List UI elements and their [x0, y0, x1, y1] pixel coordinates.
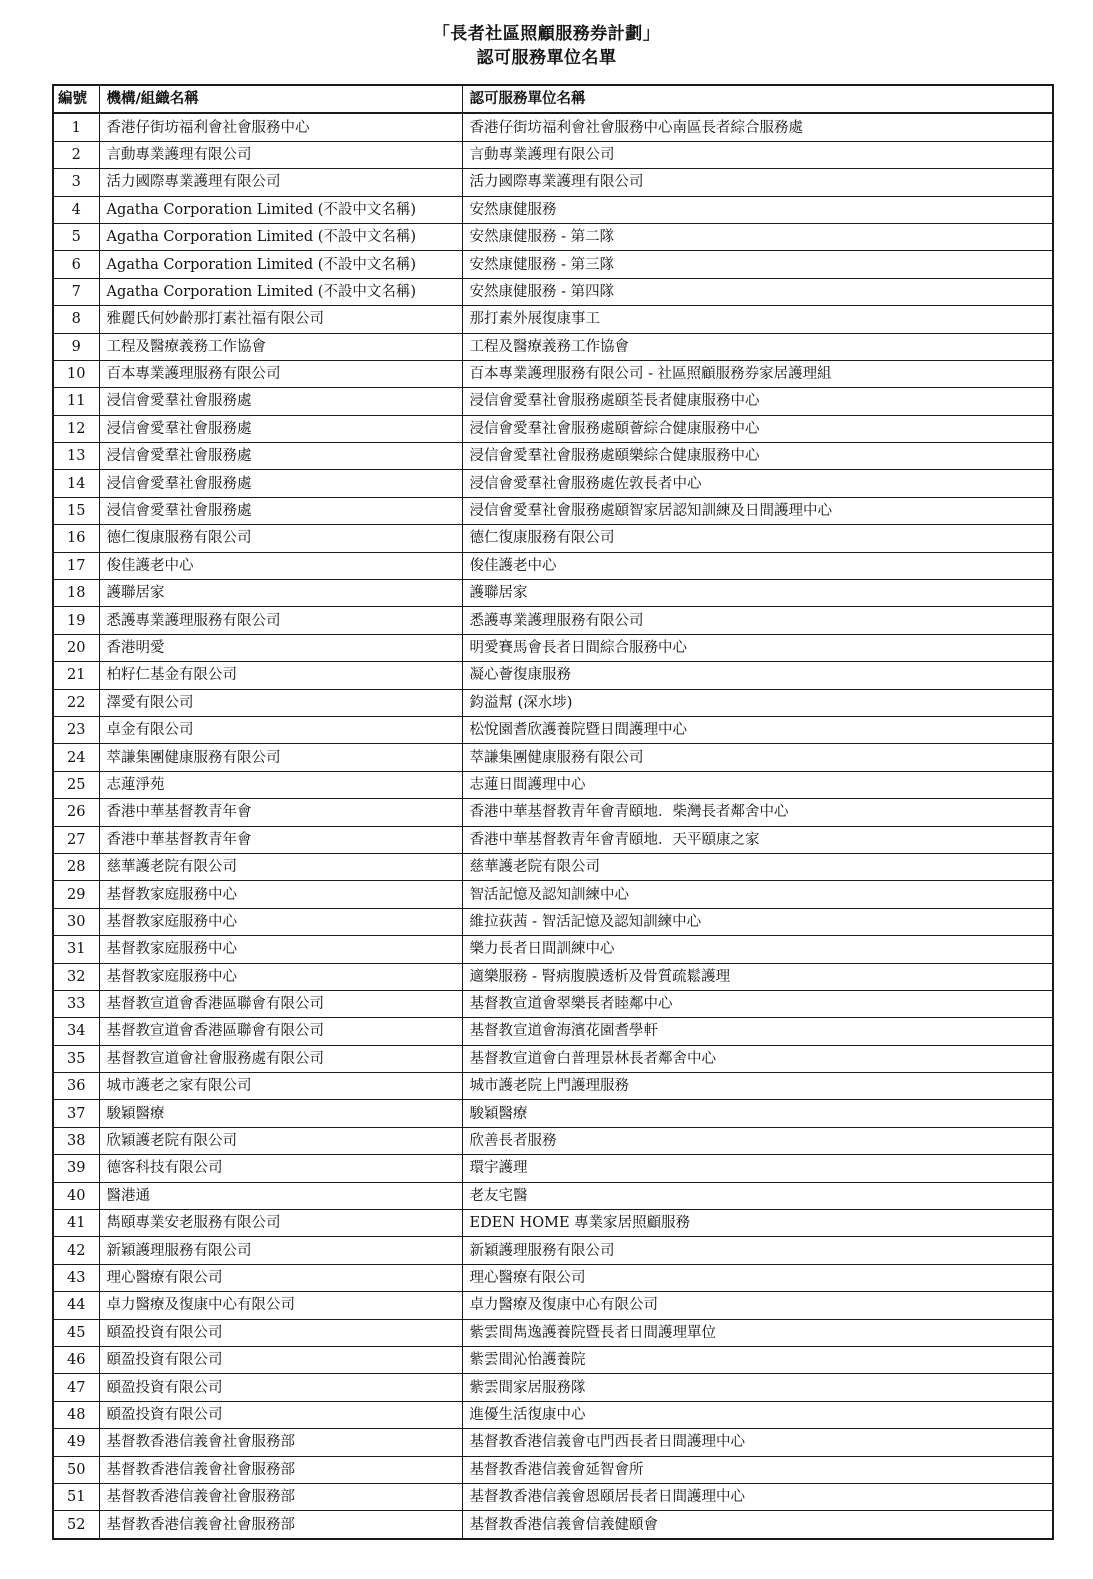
service-units-table	[52, 84, 1054, 1540]
table-row	[53, 908, 1053, 935]
organization-name: 頤盈投資有限公司	[99, 1401, 462, 1428]
organization-name: 言動專業護理有限公司	[99, 141, 462, 168]
organization-name: 欣穎護老院有限公司	[99, 1127, 462, 1154]
table-row	[53, 360, 1053, 387]
organization-name: 工程及醫療義務工作協會	[99, 333, 462, 360]
organization-name: 卓金有限公司	[99, 716, 462, 743]
table-row	[53, 470, 1053, 497]
row-number: 12	[53, 415, 99, 442]
row-number: 51	[53, 1483, 99, 1510]
service-unit-name: 新穎護理服務有限公司	[462, 1237, 1053, 1264]
service-unit-name: 適樂服務 - 腎病腹膜透析及骨質疏鬆護理	[462, 963, 1053, 990]
organization-name: 雋頤專業安老服務有限公司	[99, 1210, 462, 1237]
table-row	[53, 771, 1053, 798]
organization-name: 慈華護老院有限公司	[99, 853, 462, 880]
table-row	[53, 1100, 1053, 1127]
row-number: 18	[53, 580, 99, 607]
service-unit-name: 環宇護理	[462, 1155, 1053, 1182]
service-unit-name: 百本專業護理服務有限公司 - 社區照顧服務券家居護理組	[462, 360, 1053, 387]
organization-name: 萃謙集團健康服務有限公司	[99, 744, 462, 771]
service-unit-name: 基督教香港信義會屯門西長者日間護理中心	[462, 1429, 1053, 1456]
table-row	[53, 1483, 1053, 1510]
organization-name: 浸信會愛羣社會服務處	[99, 497, 462, 524]
row-number: 41	[53, 1210, 99, 1237]
service-unit-name: 安然康健服務 - 第四隊	[462, 278, 1053, 305]
table-row	[53, 1182, 1053, 1209]
service-unit-name: 安然康健服務 - 第二隊	[462, 223, 1053, 250]
organization-name: 卓力醫療及復康中心有限公司	[99, 1292, 462, 1319]
organization-name: 城市護老之家有限公司	[99, 1073, 462, 1100]
document-title	[0, 22, 1093, 70]
row-number: 25	[53, 771, 99, 798]
table-row	[53, 1127, 1053, 1154]
row-number: 43	[53, 1264, 99, 1291]
table-row	[53, 744, 1053, 771]
row-number: 40	[53, 1182, 99, 1209]
table-row	[53, 196, 1053, 223]
organization-name: 德仁復康服務有限公司	[99, 525, 462, 552]
table-row	[53, 1456, 1053, 1483]
service-unit-name: 浸信會愛羣社會服務處頤薈綜合健康服務中心	[462, 415, 1053, 442]
table-row	[53, 223, 1053, 250]
organization-name: 頤盈投資有限公司	[99, 1319, 462, 1346]
row-number: 44	[53, 1292, 99, 1319]
service-unit-name: 言動專業護理有限公司	[462, 141, 1053, 168]
organization-name: 護聯居家	[99, 580, 462, 607]
organization-name: Agatha Corporation Limited (不設中文名稱)	[99, 278, 462, 305]
organization-name: 醫港通	[99, 1182, 462, 1209]
table-row	[53, 662, 1053, 689]
table-row	[53, 799, 1053, 826]
service-unit-name: 基督教宣道會海濱花園耆學軒	[462, 1018, 1053, 1045]
service-unit-name: 紫雲間家居服務隊	[462, 1374, 1053, 1401]
row-number: 3	[53, 169, 99, 196]
organization-name: 基督教香港信義會社會服務部	[99, 1456, 462, 1483]
organization-name: 香港中華基督教青年會	[99, 826, 462, 853]
row-number: 34	[53, 1018, 99, 1045]
row-number: 48	[53, 1401, 99, 1428]
organization-name: 基督教家庭服務中心	[99, 908, 462, 935]
service-unit-name: 理心醫療有限公司	[462, 1264, 1053, 1291]
service-unit-name: 基督教宣道會白普理景林長者鄰舍中心	[462, 1045, 1053, 1072]
service-unit-name: 鈞溢幫 (深水埗)	[462, 689, 1053, 716]
table-row	[53, 1237, 1053, 1264]
table-row	[53, 936, 1053, 963]
row-number: 38	[53, 1127, 99, 1154]
table-row	[53, 1018, 1053, 1045]
row-number: 30	[53, 908, 99, 935]
service-unit-name: 工程及醫療義務工作協會	[462, 333, 1053, 360]
table-row	[53, 251, 1053, 278]
organization-name: 浸信會愛羣社會服務處	[99, 415, 462, 442]
row-number: 46	[53, 1346, 99, 1373]
organization-name: 德客科技有限公司	[99, 1155, 462, 1182]
service-unit-name: 德仁復康服務有限公司	[462, 525, 1053, 552]
row-number: 36	[53, 1073, 99, 1100]
organization-name: 基督教家庭服務中心	[99, 963, 462, 990]
row-number: 28	[53, 853, 99, 880]
table-row	[53, 634, 1053, 661]
table-row	[53, 1155, 1053, 1182]
organization-name: 基督教香港信義會社會服務部	[99, 1429, 462, 1456]
header-organization: 機構/組織名稱	[99, 85, 462, 113]
service-unit-name: 城市護老院上門護理服務	[462, 1073, 1053, 1100]
organization-name: 駿穎醫療	[99, 1100, 462, 1127]
service-unit-name: 樂力長者日間訓練中心	[462, 936, 1053, 963]
row-number: 6	[53, 251, 99, 278]
organization-name: 浸信會愛羣社會服務處	[99, 470, 462, 497]
table-row	[53, 443, 1053, 470]
table-row	[53, 415, 1053, 442]
row-number: 7	[53, 278, 99, 305]
table-row	[53, 169, 1053, 196]
table-row	[53, 853, 1053, 880]
row-number: 24	[53, 744, 99, 771]
service-unit-name: 進優生活復康中心	[462, 1401, 1053, 1428]
table-row	[53, 333, 1053, 360]
service-unit-name: 凝心薈復康服務	[462, 662, 1053, 689]
table-row	[53, 552, 1053, 579]
organization-name: 基督教宣道會香港區聯會有限公司	[99, 1018, 462, 1045]
row-number: 14	[53, 470, 99, 497]
header-unit: 認可服務單位名稱	[462, 85, 1053, 113]
row-number: 39	[53, 1155, 99, 1182]
table-row	[53, 113, 1053, 141]
row-number: 8	[53, 306, 99, 333]
table-row	[53, 278, 1053, 305]
table-header-row	[53, 85, 1053, 113]
row-number: 4	[53, 196, 99, 223]
organization-name: 基督教家庭服務中心	[99, 936, 462, 963]
service-unit-name: 欣善長者服務	[462, 1127, 1053, 1154]
service-unit-name: 浸信會愛羣社會服務處頤荃長者健康服務中心	[462, 388, 1053, 415]
row-number: 42	[53, 1237, 99, 1264]
service-unit-name: 浸信會愛羣社會服務處頤智家居認知訓練及日間護理中心	[462, 497, 1053, 524]
organization-name: 俊佳護老中心	[99, 552, 462, 579]
service-unit-name: EDEN HOME 專業家居照顧服務	[462, 1210, 1053, 1237]
row-number: 17	[53, 552, 99, 579]
service-unit-name: 明愛賽馬會長者日間綜合服務中心	[462, 634, 1053, 661]
table-row	[53, 716, 1053, 743]
row-number: 31	[53, 936, 99, 963]
row-number: 16	[53, 525, 99, 552]
row-number: 22	[53, 689, 99, 716]
service-unit-name: 那打素外展復康事工	[462, 306, 1053, 333]
table-row	[53, 306, 1053, 333]
service-unit-name: 卓力醫療及復康中心有限公司	[462, 1292, 1053, 1319]
title-line-2: 認可服務單位名單	[476, 48, 617, 68]
service-unit-name: 智活記憶及認知訓練中心	[462, 881, 1053, 908]
row-number: 5	[53, 223, 99, 250]
organization-name: 香港中華基督教青年會	[99, 799, 462, 826]
service-unit-name: 駿穎醫療	[462, 1100, 1053, 1127]
row-number: 45	[53, 1319, 99, 1346]
service-unit-name: 慈華護老院有限公司	[462, 853, 1053, 880]
row-number: 1	[53, 113, 99, 141]
service-unit-name: 基督教宣道會翠樂長者睦鄰中心	[462, 990, 1053, 1017]
service-unit-name: 香港仔街坊福利會社會服務中心南區長者綜合服務處	[462, 113, 1053, 141]
row-number: 19	[53, 607, 99, 634]
service-unit-name: 志蓮日間護理中心	[462, 771, 1053, 798]
row-number: 47	[53, 1374, 99, 1401]
organization-name: Agatha Corporation Limited (不設中文名稱)	[99, 251, 462, 278]
table-row	[53, 1319, 1053, 1346]
organization-name: 頤盈投資有限公司	[99, 1374, 462, 1401]
service-unit-name: 香港中華基督教青年會青頤地．柴灣長者鄰舍中心	[462, 799, 1053, 826]
table-body	[53, 113, 1053, 1538]
table-row	[53, 388, 1053, 415]
organization-name: 基督教香港信義會社會服務部	[99, 1483, 462, 1510]
table-row	[53, 525, 1053, 552]
row-number: 15	[53, 497, 99, 524]
table-row	[53, 1401, 1053, 1428]
service-unit-name: 基督教香港信義會延智會所	[462, 1456, 1053, 1483]
organization-name: 香港仔街坊福利會社會服務中心	[99, 113, 462, 141]
row-number: 50	[53, 1456, 99, 1483]
organization-name: 基督教宣道會香港區聯會有限公司	[99, 990, 462, 1017]
row-number: 33	[53, 990, 99, 1017]
row-number: 35	[53, 1045, 99, 1072]
row-number: 2	[53, 141, 99, 168]
service-unit-name: 紫雲間沁怡護養院	[462, 1346, 1053, 1373]
service-unit-name: 護聯居家	[462, 580, 1053, 607]
organization-name: Agatha Corporation Limited (不設中文名稱)	[99, 196, 462, 223]
table-row	[53, 141, 1053, 168]
row-number: 23	[53, 716, 99, 743]
organization-name: 頤盈投資有限公司	[99, 1346, 462, 1373]
table-row	[53, 1429, 1053, 1456]
organization-name: 基督教香港信義會社會服務部	[99, 1511, 462, 1539]
service-unit-name: 維拉荻茜 - 智活記憶及認知訓練中心	[462, 908, 1053, 935]
table-row	[53, 1045, 1053, 1072]
row-number: 52	[53, 1511, 99, 1539]
organization-name: 百本專業護理服務有限公司	[99, 360, 462, 387]
service-unit-name: 悉護專業護理服務有限公司	[462, 607, 1053, 634]
table-row	[53, 1511, 1053, 1539]
table-row	[53, 497, 1053, 524]
service-unit-name: 浸信會愛羣社會服務處頤樂綜合健康服務中心	[462, 443, 1053, 470]
service-unit-name: 活力國際專業護理有限公司	[462, 169, 1053, 196]
service-unit-name: 萃謙集團健康服務有限公司	[462, 744, 1053, 771]
service-unit-name: 安然康健服務 - 第三隊	[462, 251, 1053, 278]
organization-name: 理心醫療有限公司	[99, 1264, 462, 1291]
organization-name: 浸信會愛羣社會服務處	[99, 388, 462, 415]
organization-name: 基督教家庭服務中心	[99, 881, 462, 908]
organization-name: 活力國際專業護理有限公司	[99, 169, 462, 196]
table-row	[53, 607, 1053, 634]
organization-name: 柏籽仁基金有限公司	[99, 662, 462, 689]
row-number: 26	[53, 799, 99, 826]
organization-name: 浸信會愛羣社會服務處	[99, 443, 462, 470]
service-unit-name: 香港中華基督教青年會青頤地．天平頤康之家	[462, 826, 1053, 853]
organization-name: 香港明愛	[99, 634, 462, 661]
service-unit-name: 基督教香港信義會信義健頤會	[462, 1511, 1053, 1539]
organization-name: 基督教宣道會社會服務處有限公司	[99, 1045, 462, 1072]
row-number: 20	[53, 634, 99, 661]
organization-name: 志蓮淨苑	[99, 771, 462, 798]
organization-name: 澤愛有限公司	[99, 689, 462, 716]
table-row	[53, 1374, 1053, 1401]
service-unit-name: 俊佳護老中心	[462, 552, 1053, 579]
service-unit-name: 基督教香港信義會恩頤居長者日間護理中心	[462, 1483, 1053, 1510]
table-row	[53, 1073, 1053, 1100]
table-row	[53, 826, 1053, 853]
row-number: 32	[53, 963, 99, 990]
table-row	[53, 1264, 1053, 1291]
table-row	[53, 1210, 1053, 1237]
row-number: 9	[53, 333, 99, 360]
title-line-1: 「長者社區照顧服務券計劃」	[432, 24, 661, 44]
table-row	[53, 990, 1053, 1017]
table-row	[53, 881, 1053, 908]
service-unit-name: 浸信會愛羣社會服務處佐敦長者中心	[462, 470, 1053, 497]
row-number: 27	[53, 826, 99, 853]
row-number: 21	[53, 662, 99, 689]
row-number: 13	[53, 443, 99, 470]
table-row	[53, 689, 1053, 716]
row-number: 37	[53, 1100, 99, 1127]
header-number: 編號	[53, 85, 99, 113]
service-unit-name: 松悅園耆欣護養院暨日間護理中心	[462, 716, 1053, 743]
organization-name: Agatha Corporation Limited (不設中文名稱)	[99, 223, 462, 250]
table-row	[53, 1292, 1053, 1319]
service-unit-name: 老友宅醫	[462, 1182, 1053, 1209]
row-number: 29	[53, 881, 99, 908]
service-unit-name: 安然康健服務	[462, 196, 1053, 223]
table-row	[53, 1346, 1053, 1373]
table-row	[53, 580, 1053, 607]
row-number: 10	[53, 360, 99, 387]
organization-name: 雅麗氏何妙齡那打素社福有限公司	[99, 306, 462, 333]
organization-name: 新穎護理服務有限公司	[99, 1237, 462, 1264]
organization-name: 悉護專業護理服務有限公司	[99, 607, 462, 634]
row-number: 49	[53, 1429, 99, 1456]
service-unit-name: 紫雲間雋逸護養院暨長者日間護理單位	[462, 1319, 1053, 1346]
table-row	[53, 963, 1053, 990]
row-number: 11	[53, 388, 99, 415]
